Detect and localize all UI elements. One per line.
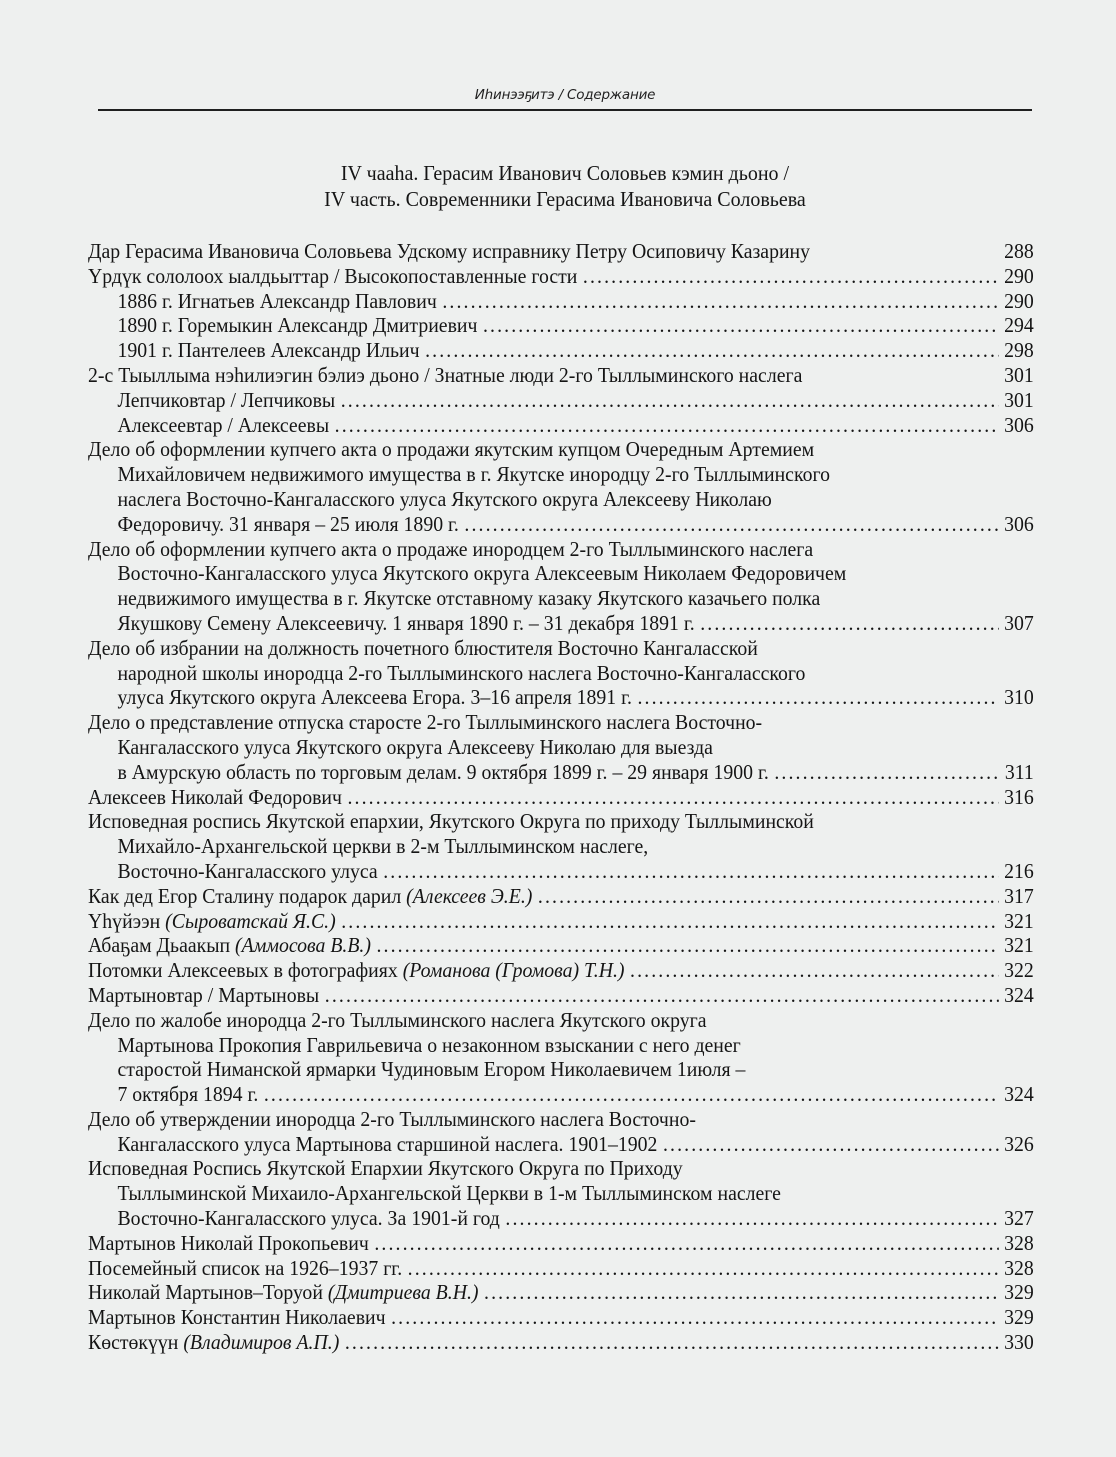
toc-entry-line xyxy=(88,338,1034,363)
toc-entry-line xyxy=(88,537,1034,562)
toc-entry[interactable] xyxy=(88,1305,1034,1330)
toc-entry-title: Дело о представление отпуска старосте 2-го Тыллыминского наслега Восточно- xyxy=(88,710,763,735)
toc-entry-line xyxy=(88,1256,1034,1281)
toc-entry-author: (Сыроватскай Я.С.) xyxy=(165,908,336,933)
toc-entry-line xyxy=(88,1181,1034,1206)
toc-entry-line xyxy=(88,958,1034,983)
toc-entry-author: (Алексеев Э.Е.) xyxy=(406,883,533,908)
toc-entry-title: Лепчиковтар / Лепчиковы xyxy=(117,387,336,412)
toc-entry[interactable] xyxy=(88,909,1034,934)
toc-entry-title: Кангаласского улуса Мартынова старшиной наслега. 1901–1902 xyxy=(117,1131,658,1156)
toc-entry-line xyxy=(88,313,1034,338)
toc-entry[interactable] xyxy=(88,809,1034,883)
toc-entry-title: Дело об утверждении инородца 2-го Тыллыминского наслега Восточно- xyxy=(88,1106,696,1131)
part-title xyxy=(131,160,1000,212)
toc-entry[interactable] xyxy=(88,239,1034,264)
toc-page-number[interactable]: 330 xyxy=(1004,1330,1034,1355)
toc-page-number[interactable]: 298 xyxy=(1004,338,1034,363)
dot-leader xyxy=(374,1231,998,1256)
toc-entry-title: Дело об оформлении купчего акта о продаже инородцем 2-го Тыллыминского наслега xyxy=(88,536,814,561)
toc-entry-line xyxy=(88,1033,1034,1058)
toc-entry[interactable] xyxy=(88,388,1034,413)
toc-entry-line xyxy=(88,586,1034,611)
toc-entry-line xyxy=(88,388,1034,413)
toc-entry-line xyxy=(88,487,1034,512)
toc-entry-title: Николай Мартынов–Торуой xyxy=(88,1280,323,1305)
toc-page-number[interactable]: 324 xyxy=(1004,982,1034,1007)
toc-entry-title: 1890 г. Горемыкин Александр Дмитриевич xyxy=(117,313,478,338)
toc-entry-title: Дар Герасима Ивановича Соловьева Удскому исправнику Петру Осиповичу Казарину xyxy=(88,239,811,263)
toc-entry-author: (Аммосова В.В.) xyxy=(235,933,371,958)
dot-leader xyxy=(335,413,999,438)
toc-page-number[interactable]: 321 xyxy=(1004,908,1034,933)
dot-leader xyxy=(630,958,999,983)
toc-entry-title: Федоровичу. 31 января – 25 июля 1890 г. xyxy=(117,511,459,536)
toc-page-number[interactable]: 288 xyxy=(1004,239,1034,263)
toc-entry-line xyxy=(88,685,1034,710)
toc-entry[interactable] xyxy=(88,437,1034,536)
dot-leader xyxy=(383,859,998,884)
toc-entry-line xyxy=(88,859,1034,884)
toc-entry[interactable] xyxy=(88,363,1034,388)
toc-page-number[interactable]: 324 xyxy=(1004,1082,1034,1107)
toc-page-number[interactable]: 317 xyxy=(1004,883,1034,908)
toc-entry-title: наслега Восточно-Кангаласского улуса Якутского округа Алексееву Николаю xyxy=(117,486,772,511)
toc-entry-line xyxy=(88,834,1034,859)
toc-page-number[interactable]: 216 xyxy=(1004,858,1034,883)
dot-leader xyxy=(700,611,998,636)
dot-leader xyxy=(774,760,999,785)
toc-entry-author: (Владимиров А.П.) xyxy=(183,1330,340,1355)
toc-entry-line xyxy=(88,760,1034,785)
toc-entry-line xyxy=(88,437,1034,462)
toc-entry[interactable] xyxy=(88,338,1034,363)
toc-entry-title: 2-с Тыыллыма нэһилиэгин бэлиэ дьоно / Знатные люди 2-го Тыллыминского наслега xyxy=(88,362,803,387)
toc-entry-line xyxy=(88,661,1034,686)
toc-entry-title: Посемейный список на 1926–1937 гг. xyxy=(88,1255,403,1280)
toc-page-number[interactable]: 294 xyxy=(1004,313,1034,338)
toc-entry-title: Мартыновтар / Мартыновы xyxy=(88,982,320,1007)
dot-leader xyxy=(376,933,998,958)
toc-entry[interactable] xyxy=(88,884,1034,909)
toc-entry-line xyxy=(88,1231,1034,1256)
toc-entry-title: Потомки Алексеевых в фотографиях xyxy=(88,958,398,983)
toc-entry-line xyxy=(88,289,1034,314)
toc-entry-title: Дело об оформлении купчего акта о продажи якутским купцом Очередным Артемием xyxy=(88,437,815,462)
toc-entry-line xyxy=(88,1330,1034,1355)
toc-entry-line xyxy=(88,636,1034,661)
toc-entry-line xyxy=(88,909,1034,934)
toc-entry-line xyxy=(88,512,1034,537)
toc-entry-title: Михайловичем недвижимого имущества в г. Якутске инородцу 2-го Тыллыминского xyxy=(117,462,830,487)
toc-entry[interactable] xyxy=(88,958,1034,983)
toc-page-number[interactable]: 316 xyxy=(1004,784,1034,809)
toc-entry[interactable] xyxy=(88,264,1034,289)
toc-entry-line xyxy=(88,264,1034,289)
part-title-russian: IV часть. Современники Герасима Ивановича Соловьева xyxy=(324,187,806,211)
toc-entry-line xyxy=(88,1107,1034,1132)
toc-page-number[interactable]: 307 xyxy=(1004,610,1034,635)
toc-entry-line xyxy=(88,462,1034,487)
toc-page-number[interactable]: 290 xyxy=(1004,288,1034,313)
toc-entry-line xyxy=(88,735,1034,760)
toc-page-number[interactable]: 301 xyxy=(1004,362,1034,387)
toc-entry-title: Мартынов Константин Николаевич xyxy=(88,1305,386,1330)
toc-entry-title: Көстөкүүн xyxy=(88,1330,179,1355)
dot-leader xyxy=(505,1206,998,1231)
toc-page-number[interactable]: 290 xyxy=(1004,263,1034,288)
running-head: Иһинээҕитэ / Содержание xyxy=(474,87,656,103)
toc-page-number[interactable]: 329 xyxy=(1004,1280,1034,1305)
toc-entry[interactable] xyxy=(88,1008,1034,1107)
toc-entry-line xyxy=(88,884,1034,909)
toc-entry-title: Восточно-Кангаласского улуса xyxy=(117,858,378,883)
toc-entry-title: Исповедная Роспись Якутской Епархии Якутского Округа по Приходу xyxy=(88,1156,683,1181)
toc-entry-line xyxy=(88,809,1034,834)
dot-leader xyxy=(637,685,998,710)
toc-page-number[interactable]: 306 xyxy=(1004,511,1034,536)
toc-entry-line xyxy=(88,561,1034,586)
toc-entry-author: (Дмитриева В.Н.) xyxy=(327,1280,479,1305)
dot-leader xyxy=(464,512,998,537)
dot-leader xyxy=(442,289,998,314)
toc-entry-title: Восточно-Кангаласского улуса Якутского округа Алексеевым Николаем Федоровичем xyxy=(117,561,847,586)
toc-entry-line xyxy=(88,1132,1034,1157)
toc-entry-title: старостой Ниманской ярмарки Чудиновым Егором Николаевичем 1июля – xyxy=(117,1057,746,1082)
toc-entry-line xyxy=(88,1280,1034,1305)
dot-leader xyxy=(484,1280,999,1305)
dot-leader xyxy=(325,983,999,1008)
toc-entry-title: Дело об избрании на должность почетного блюстителя Восточно Кангаласской xyxy=(88,635,758,660)
toc-entry-title: недвижимого имущества в г. Якутске отставному казаку Якутского казачьего полка xyxy=(117,586,821,611)
toc-entry[interactable] xyxy=(88,313,1034,338)
toc-page-number[interactable]: 329 xyxy=(1004,1305,1034,1330)
toc-entry[interactable] xyxy=(88,785,1034,810)
toc-entry-title: Абаҕам Дьаакып xyxy=(88,933,231,958)
toc-entry-title: Мартынова Прокопия Гаврильевича о незаконном взыскании с него денег xyxy=(117,1032,741,1057)
toc-page-number[interactable]: 328 xyxy=(1004,1230,1034,1255)
toc-page-number[interactable]: 321 xyxy=(1004,933,1034,958)
dot-leader xyxy=(264,1082,999,1107)
dot-leader xyxy=(663,1132,999,1157)
toc-page-number[interactable]: 328 xyxy=(1004,1255,1034,1280)
toc-entry-line xyxy=(88,363,1034,388)
toc-entry-line xyxy=(88,239,1034,264)
toc-entry-line xyxy=(88,710,1034,735)
toc-entry-line xyxy=(88,1156,1034,1181)
toc-entry-title: улуса Якутского округа Алексеева Егора. 3–16 апреля 1891 г. xyxy=(117,685,632,710)
toc-page-number[interactable]: 310 xyxy=(1004,685,1034,710)
toc-entry[interactable] xyxy=(88,1330,1034,1355)
toc-entry-line xyxy=(88,1206,1034,1231)
toc-entry-line xyxy=(88,1082,1034,1107)
toc-page-number[interactable]: 311 xyxy=(1004,759,1034,784)
toc-entry-title: в Амурскую область по торговым делам. 9 октября 1899 г. – 29 января 1900 г. xyxy=(117,759,769,784)
dot-leader xyxy=(345,1330,999,1355)
toc-entry-title: Восточно-Кангаласского улуса. За 1901-й год xyxy=(117,1206,500,1231)
toc-entry[interactable] xyxy=(88,1231,1034,1256)
part-title-yakut: IV чааһа. Герасим Иванович Соловьев кэмин дьоно / xyxy=(340,161,790,185)
toc-entry-line xyxy=(88,1305,1034,1330)
toc-entry-title: Тыллыминской Михаило-Архангельской Церкви в 1-м Тыллыминском наслеге xyxy=(117,1181,781,1206)
toc-entry-line xyxy=(88,1008,1034,1033)
toc-entry[interactable] xyxy=(88,933,1034,958)
toc-entry[interactable] xyxy=(88,1256,1034,1281)
toc-entry[interactable] xyxy=(88,710,1034,784)
toc-entry-title: Дело по жалобе инородца 2-го Тыллыминского наслега Якутского округа xyxy=(88,1007,707,1032)
toc-page-number[interactable]: 306 xyxy=(1004,412,1034,437)
toc-entry-title: Якушкову Семену Алексеевичу. 1 января 1890 г. – 31 декабря 1891 г. xyxy=(117,610,695,635)
toc-entry[interactable] xyxy=(88,1107,1034,1157)
toc-page-number[interactable]: 322 xyxy=(1004,958,1034,983)
toc-page-number[interactable]: 326 xyxy=(1004,1131,1034,1156)
toc-entry[interactable] xyxy=(88,537,1034,636)
toc-entry-title: Михайло-Архангельской церкви в 2-м Тыллыминском наслеге, xyxy=(117,834,649,859)
toc-entry-title: Үһүйээн xyxy=(88,908,161,933)
toc-entry-title: Мартынов Николай Прокопьевич xyxy=(88,1230,369,1255)
dot-leader xyxy=(347,785,998,810)
toc-entry-title: Как дед Егор Сталину подарок дарил xyxy=(88,883,402,908)
dot-leader xyxy=(425,338,998,363)
toc-entry-title: Алексеев Николай Федорович xyxy=(88,784,342,809)
toc-entry-line xyxy=(88,413,1034,438)
toc-entry-title: Үрдүк сололоох ыалдьыттар / Высокопоставленные гости xyxy=(88,263,578,288)
table-of-contents xyxy=(88,239,1034,1355)
toc-entry-title: Исповедная роспись Якутской епархии, Якутского Округа по приходу Тыллыминской xyxy=(88,809,814,834)
toc-entry-title: народной школы инородца 2-го Тыллыминского наслега Восточно-Кангаласского xyxy=(117,660,806,685)
toc-page-number[interactable]: 327 xyxy=(1004,1206,1034,1231)
toc-entry[interactable] xyxy=(88,289,1034,314)
dot-leader xyxy=(391,1305,998,1330)
toc-page-number[interactable]: 301 xyxy=(1004,387,1034,412)
toc-entry-line xyxy=(88,611,1034,636)
toc-entry-line xyxy=(88,1057,1034,1082)
dot-leader xyxy=(408,1256,999,1281)
toc-entry-line xyxy=(88,983,1034,1008)
toc-entry-title: 1901 г. Пантелеев Александр Ильич xyxy=(117,338,420,363)
toc-entry-author: (Романова (Громова) Т.Н.) xyxy=(402,958,625,983)
header-rule xyxy=(98,109,1032,111)
toc-entry-title: Кангаласского улуса Якутского округа Алексееву Николаю для выезда xyxy=(117,734,713,759)
toc-entry[interactable] xyxy=(88,983,1034,1008)
toc-entry-title: Алексеевтар / Алексеевы xyxy=(117,412,330,437)
dot-leader xyxy=(341,388,999,413)
toc-entry-line xyxy=(88,785,1034,810)
dot-leader xyxy=(583,264,999,289)
dot-leader xyxy=(538,884,999,909)
dot-leader xyxy=(341,909,998,934)
toc-entry-line xyxy=(88,933,1034,958)
toc-entry[interactable] xyxy=(88,636,1034,710)
toc-entry[interactable] xyxy=(88,1280,1034,1305)
toc-entry[interactable] xyxy=(88,1156,1034,1230)
toc-entry-title: 7 октября 1894 г. xyxy=(117,1082,259,1107)
toc-entry[interactable] xyxy=(88,413,1034,438)
dot-leader xyxy=(483,313,999,338)
toc-entry-title: 1886 г. Игнатьев Александр Павлович xyxy=(117,288,437,313)
